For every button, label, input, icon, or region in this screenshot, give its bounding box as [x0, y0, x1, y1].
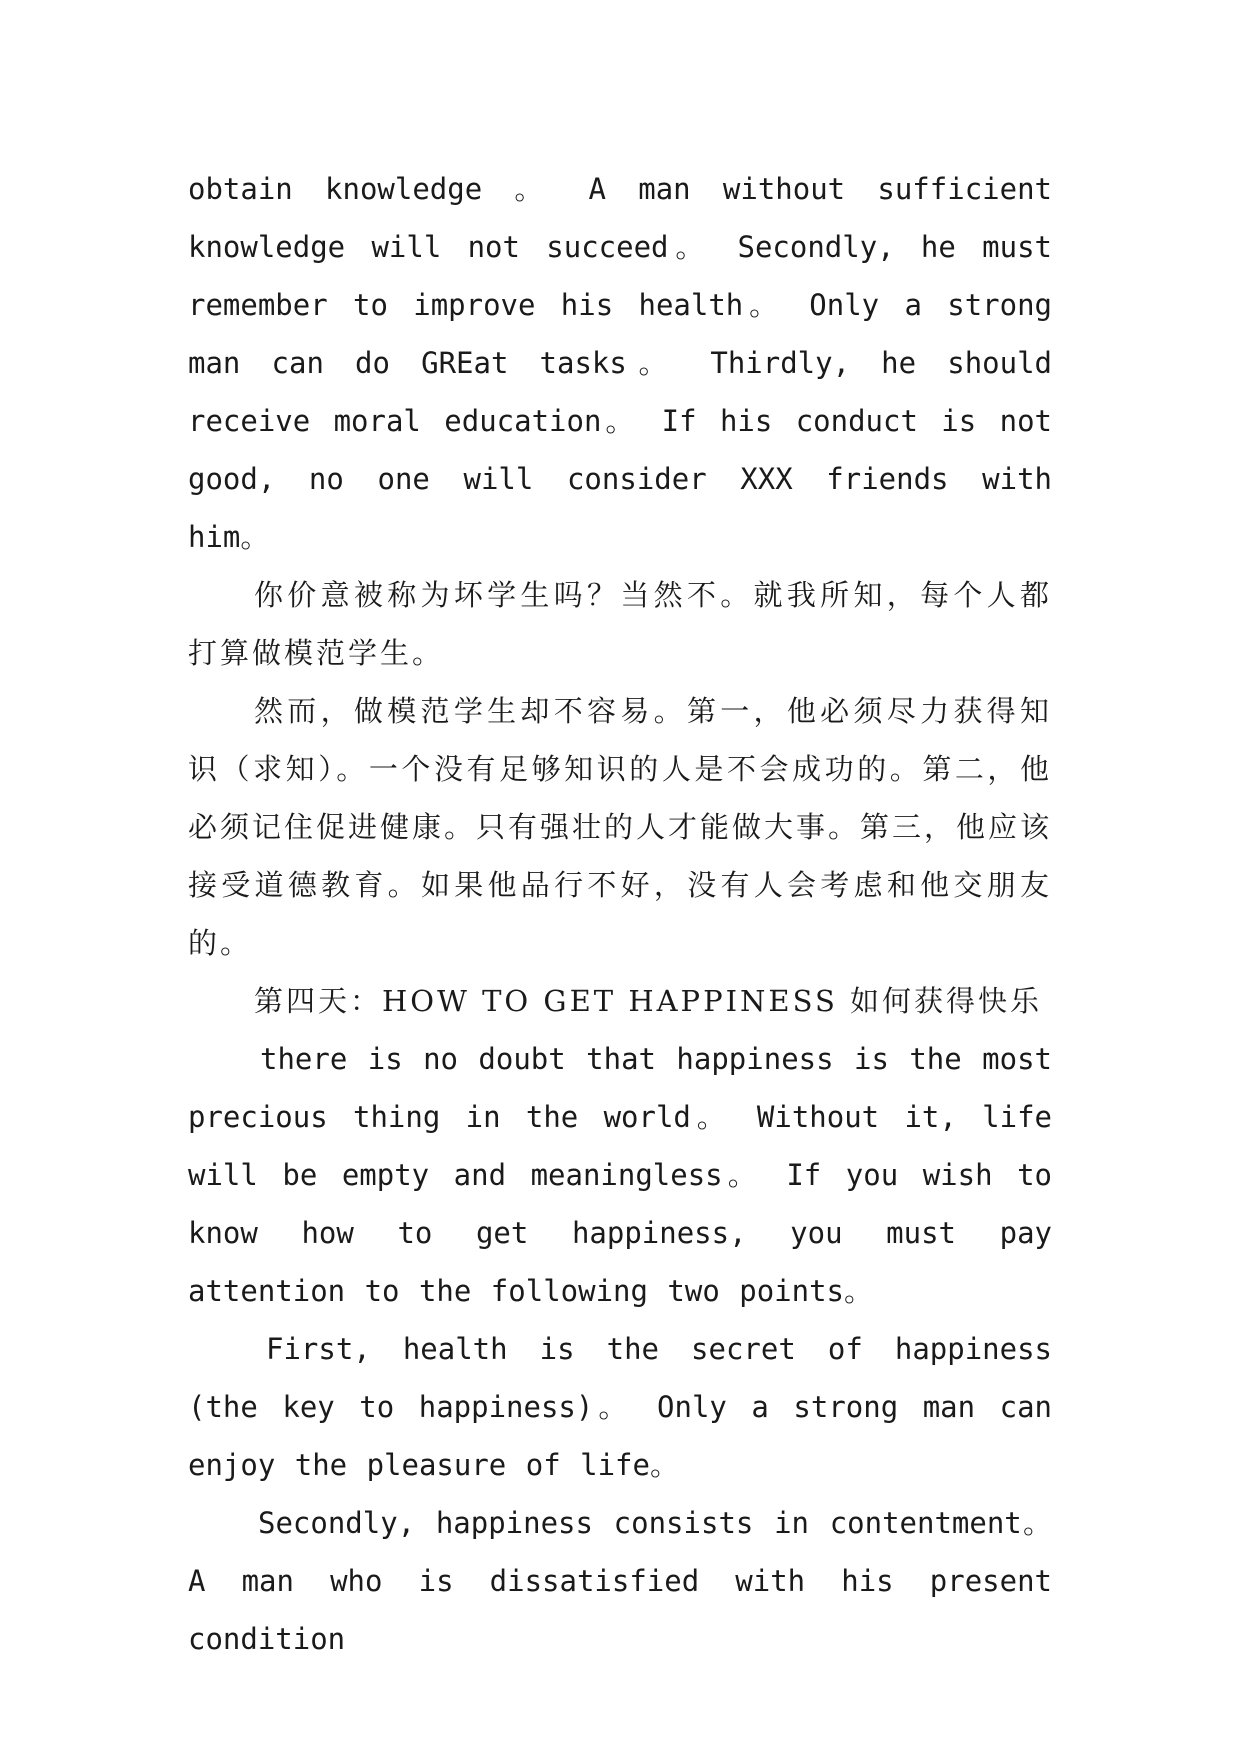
paragraph-bad-student-question: 你价意被称为坏学生吗？当然不。就我所知，每个人都打算做模范学生。 [188, 578, 1052, 670]
paragraph-contentment: Secondly, happiness consists in contentment。 A man who is dissatisfied with his present condition [188, 1506, 1052, 1656]
paragraph-model-student-english: obtain knowledge 。 A man without sufficient knowledge will not succeed。 Secondly, he must remember to improve his health。 Only a strong man can do GREat tasks。 Thirdly, he should receive moral education。 If his conduct is not good, no one will consider XXX friends with him。 [188, 172, 1052, 554]
document-page [188, 160, 1052, 1668]
paragraph-model-student-chinese: 然而，做模范学生却不容易。第一，他必须尽力获得知识（求知）。一个没有足够知识的人是不会成功的。第二，他必须记住促进健康。只有强壮的人才能做大事。第三，他应该接受道德教育。如果他品行不好，没有人会考虑和他交朋友的。 [188, 694, 1053, 960]
section-heading-day-four: 第四天：HOW TO GET HAPPINESS 如何获得快乐 [254, 984, 1043, 1018]
paragraph-health-secret: First, health is the secret of happiness (the key to happiness)。 Only a strong man can enjoy the pleasure of life。 [188, 1332, 1052, 1482]
paragraph-happiness-intro: there is no doubt that happiness is the most precious thing in the world。 Without it, life will be empty and meaningless。 If you wish to know how to get happiness, you must pay attention to the following two points。 [188, 1042, 1052, 1308]
